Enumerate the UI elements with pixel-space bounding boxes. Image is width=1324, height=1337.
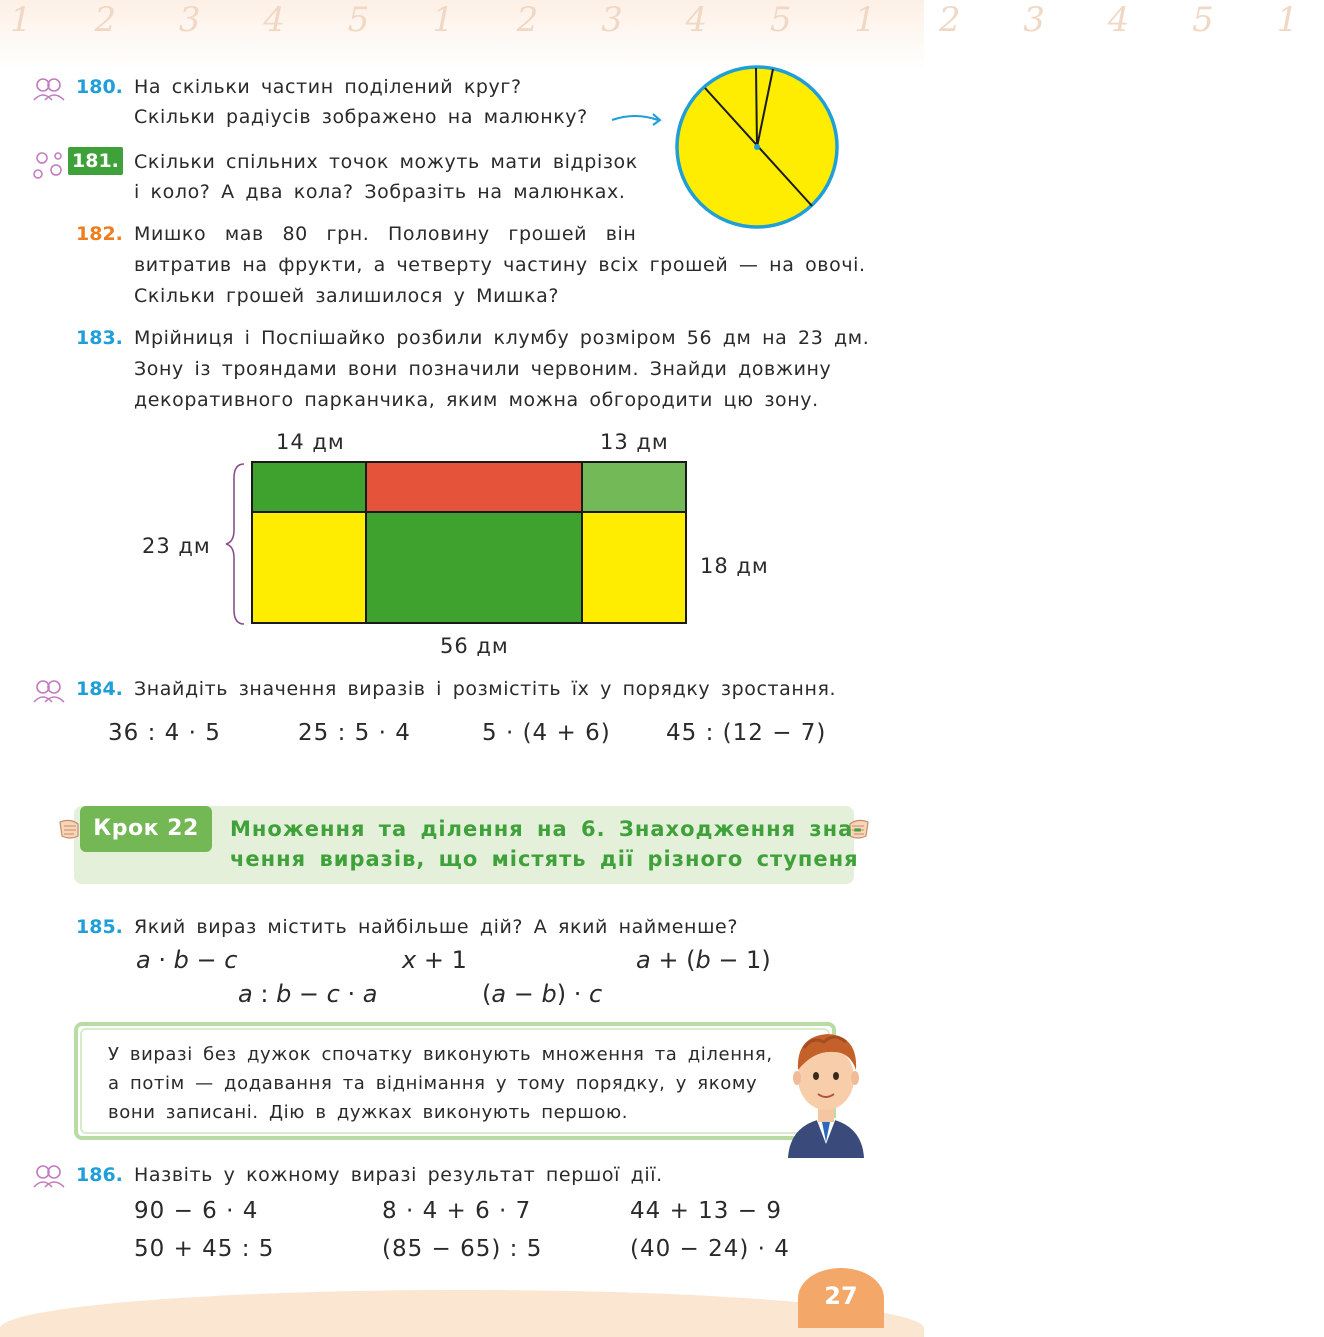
- exercise-number: 180.: [76, 76, 123, 98]
- boy-character: [784, 1012, 868, 1158]
- rule-text: вони записані. Дію в дужках виконують першою.: [108, 1102, 629, 1123]
- brace: [226, 464, 244, 624]
- rule-text: У виразі без дужок спочатку виконують множення та ділення,: [108, 1044, 773, 1065]
- exercise-text: Скільки спільних точок можуть мати відрізок: [134, 151, 638, 173]
- exercise-text: Мишко мав 80 грн. Половину грошей він: [134, 223, 637, 245]
- expression: (40 − 24) · 4: [630, 1236, 790, 1262]
- pair-work-icon: [32, 1163, 66, 1189]
- zone-roses: [366, 462, 582, 512]
- zone-bottom-left: [252, 512, 366, 623]
- lesson-title: [230, 814, 863, 874]
- step-label: Крок 22: [80, 806, 212, 852]
- expression: 36 : 4 · 5: [108, 720, 221, 746]
- zone-top-left: [252, 462, 366, 512]
- exercise-number: 186.: [76, 1164, 123, 1186]
- exercise-text: Назвіть у кожному виразі результат першої дії.: [134, 1164, 663, 1186]
- zone-bottom-right: [582, 512, 686, 623]
- exercise-text: Скільки грошей залишилося у Мишка?: [134, 285, 560, 307]
- exercise-text: витратив на фрукти, а четверту частину всіх грошей — на овочі.: [134, 254, 866, 276]
- exercise-text: Скільки радіусів зображено на малюнку?: [134, 106, 588, 128]
- algebraic-expression: a + (b − 1): [636, 946, 771, 974]
- page-number: 27: [798, 1268, 884, 1328]
- exercise-number: 182.: [76, 223, 123, 245]
- dimension-label: 56 дм: [440, 634, 509, 658]
- expression: (85 − 65) : 5: [382, 1236, 543, 1262]
- radius-line: [756, 68, 757, 147]
- decorative-digits: 1 2 3 4 5 1 2 3 4 5 1 2 3 4 5 1: [10, 0, 1324, 40]
- expression: 90 − 6 · 4: [134, 1198, 259, 1224]
- exercise-text: Який вираз містить найбільше дій? А який найменше?: [134, 916, 739, 938]
- center-point: [754, 144, 760, 150]
- think-icon: [30, 150, 66, 182]
- zone-bottom-middle: [366, 512, 582, 623]
- algebraic-expression: (a − b) · c: [482, 980, 603, 1008]
- rule-text: а потім — додавання та віднімання у тому порядку, у якому: [108, 1073, 758, 1094]
- arrow-icon: [610, 108, 664, 128]
- exercise-text: Знайдіть значення виразів і розмістіть їх у порядку зростання.: [134, 678, 837, 700]
- exercise-number: 184.: [76, 678, 123, 700]
- algebraic-expression: a : b − c · a: [238, 980, 378, 1008]
- dimension-label: 14 дм: [276, 430, 345, 454]
- expression: 5 · (4 + 6): [482, 720, 611, 746]
- algebraic-expression: x + 1: [402, 946, 467, 974]
- lesson-title-line: чення виразів, що містять дії різного ступеня: [230, 847, 859, 871]
- expression: 44 + 13 − 9: [630, 1198, 782, 1224]
- algebraic-expression: a · b − c: [136, 946, 238, 974]
- circle-figure: [672, 66, 842, 232]
- zone-top-right: [582, 462, 686, 512]
- exercise-text: Зону із трояндами вони позначили червоним. Знайди довжину: [134, 358, 832, 380]
- expression: 8 · 4 + 6 · 7: [382, 1198, 532, 1224]
- exercise-text: декоративного парканчика, яким можна обгородити цю зону.: [134, 389, 819, 411]
- dimension-label: 23 дм: [142, 534, 211, 558]
- expression: 45 : (12 − 7): [666, 720, 827, 746]
- pair-work-icon: [32, 678, 66, 704]
- exercise-text: і коло? А два кола? Зобразіть на малюнках.: [134, 181, 626, 203]
- exercise-number: 181.: [68, 147, 123, 175]
- exercise-number: 183.: [76, 327, 123, 349]
- dimension-label: 13 дм: [600, 430, 669, 454]
- lesson-title-line: Множення та ділення на 6. Знаходження зна-: [230, 817, 864, 841]
- pair-work-icon: [32, 76, 66, 102]
- exercise-number: 185.: [76, 916, 123, 938]
- page-footer-background: [0, 1290, 924, 1337]
- hand-pointer-icon: [58, 816, 82, 842]
- dimension-label: 18 дм: [700, 554, 769, 578]
- exercise-text: На скільки частин поділений круг?: [134, 76, 522, 98]
- expression: 25 : 5 · 4: [298, 720, 411, 746]
- expression: 50 + 45 : 5: [134, 1236, 275, 1262]
- exercise-text: Мрійниця і Поспішайко розбили клумбу розміром 56 дм на 23 дм.: [134, 327, 870, 349]
- flower-bed-diagram: [222, 458, 692, 628]
